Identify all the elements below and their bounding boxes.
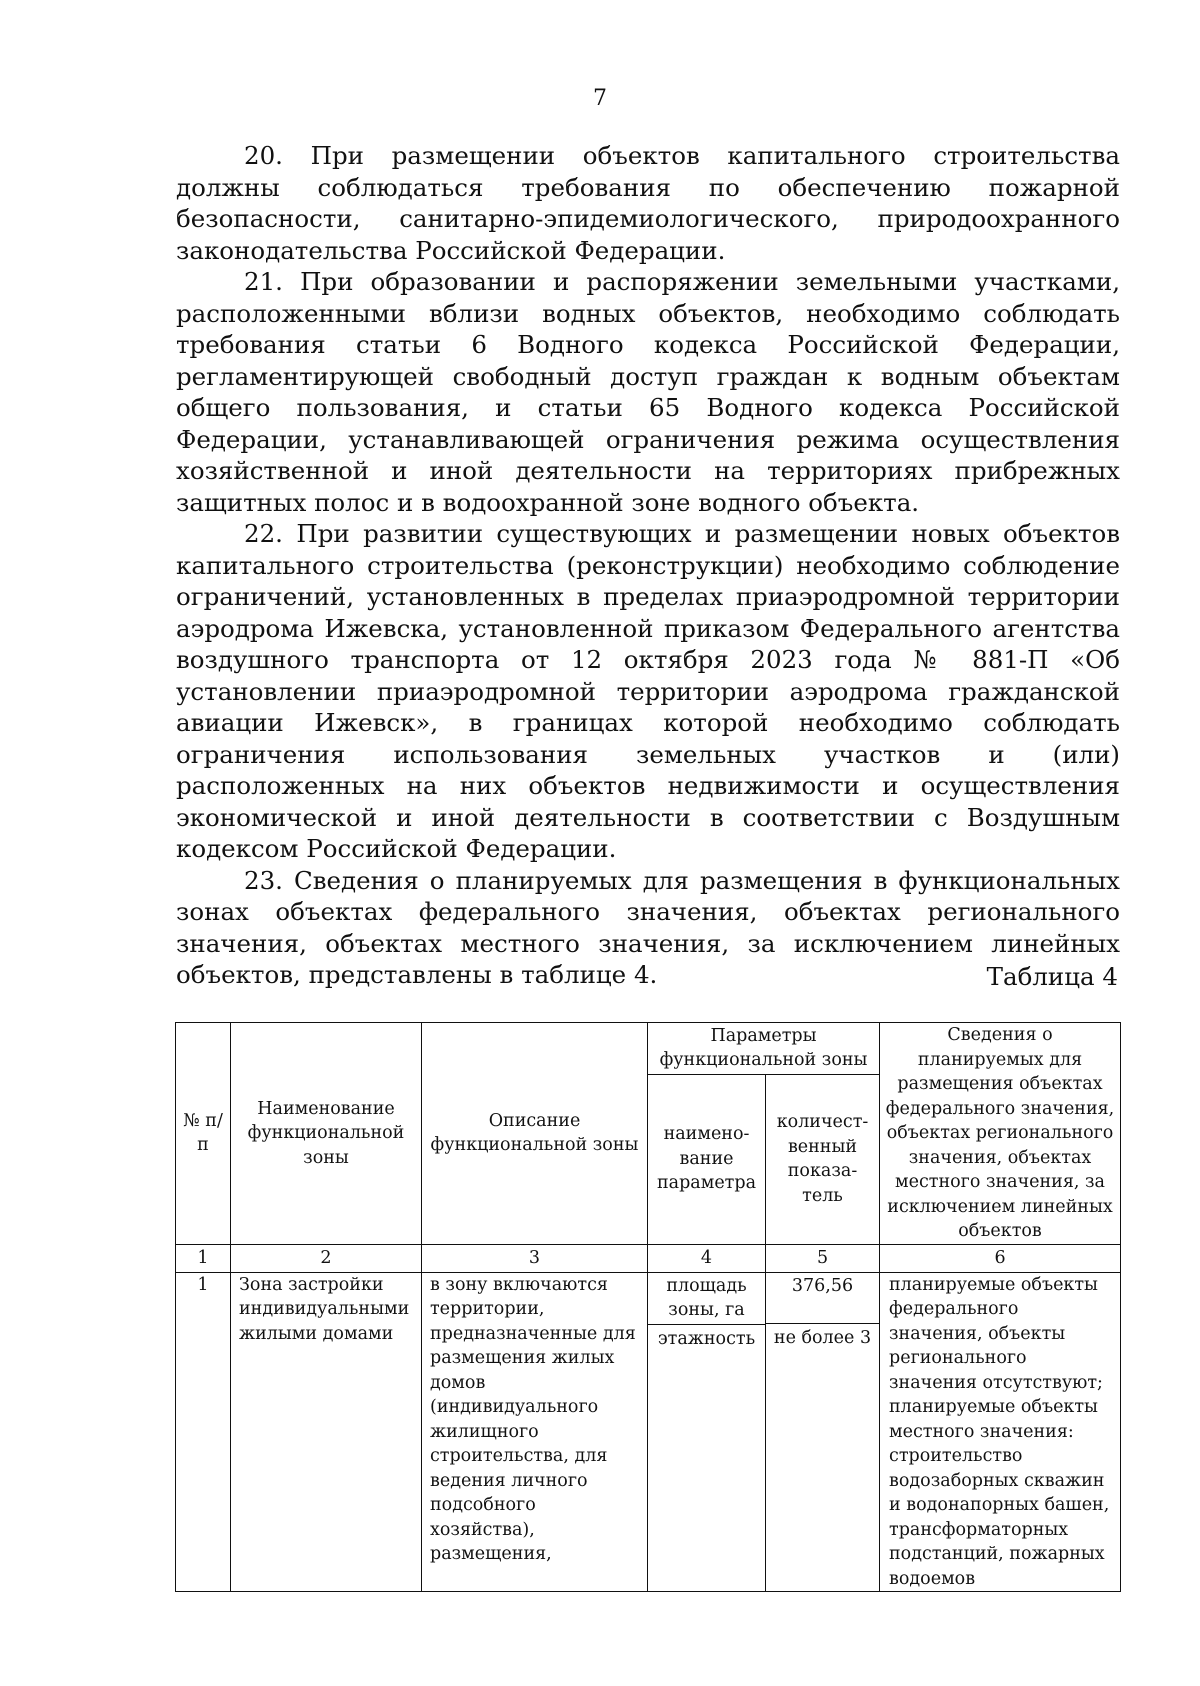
page-number: 7 xyxy=(593,86,607,111)
param-name-floors: этажность xyxy=(657,1328,756,1349)
header-param-value: количест-венный показа-тель xyxy=(766,1074,880,1244)
paragraph-22: 22. При развитии существующих и размещении новых объектов капитального строительства (реконструкции) необходимо соблюдение ограничений, установленных в пределах приаэродромной территории аэродрома Ижевска, установленной приказом Федерального агентства воздушного транспорта от 12 октября 2023 года № 881-П «Об установлении приаэродромной территории аэродрома гражданской авиации Ижевск», в границах которой необходимо соблюдать ограничения использования земельных участков и (или) расположенных на них объектов недвижимости и осуществления экономической и иной деятельности в соответствии с Воздушным кодексом Российской Федерации. xyxy=(176,519,1120,863)
paragraph-20: 20. При размещении объектов капитального строительства должны соблюдаться требования по обеспечению пожарной безопасности, санитарно-эпидемиологического, природоохранного законодательства Российской Федерации. xyxy=(176,141,1120,265)
row-zone-name: Зона застройки индивидуальными жилыми домами xyxy=(231,1272,422,1592)
header-zone-name: Наименование функциональной зоны xyxy=(231,1023,422,1245)
column-number: 3 xyxy=(422,1244,648,1272)
header-zone-description: Описание функциональной зоны xyxy=(422,1023,648,1245)
column-number: 6 xyxy=(880,1244,1121,1272)
paragraph-23: 23. Сведения о планируемых для размещения в функциональных зонах объектах федерального значения, объектах регионального значения, объектах местного значения, за исключением линейных объектов, представлены в таблице 4. xyxy=(176,865,1120,989)
param-value-area: 376,56 xyxy=(766,1273,879,1324)
param-value-floors: не более 3 xyxy=(773,1327,872,1348)
table-row xyxy=(176,1272,1121,1592)
header-params-group: Параметры функциональной зоны xyxy=(648,1023,880,1075)
column-numbers-row xyxy=(176,1244,1121,1272)
column-number: 2 xyxy=(231,1244,422,1272)
header-num: № п/п xyxy=(176,1023,231,1245)
row-description: в зону включаются территории, предназначенные для размещения жилых домов (индивидуального жилищного строительства, для ведения личного подсобного хозяйства), размещения, xyxy=(422,1272,648,1592)
param-name-area: площадь зоны, га xyxy=(648,1273,765,1325)
column-number: 1 xyxy=(176,1244,231,1272)
row-param-names xyxy=(648,1272,766,1592)
header-param-name: наимено-вание параметра xyxy=(648,1074,766,1244)
body-text xyxy=(176,140,1120,991)
row-planned-objects: планируемые объекты федерального значения, объекты регионального значения отсутствуют; планируемые объекты местного значения: строительство водозаборных скважин и водонапорных башен, трансформаторных подстанций, пожарных водоемов xyxy=(880,1272,1121,1592)
paragraph-21: 21. При образовании и распоряжении земельными участками, расположенными вблизи водных объектов, необходимо соблюдать требования статьи 6 Водного кодекса Российской Федерации, регламентирующей свободный доступ граждан к водным объектам общего пользования, и статьи 65 Водного кодекса Российской Федерации, устанавливающей ограничения режима осуществления хозяйственной и иной деятельности на территориях прибрежных защитных полос и в водоохранной зоне водного объекта. xyxy=(176,267,1120,517)
table-4 xyxy=(175,1022,1121,1592)
column-number: 5 xyxy=(766,1244,880,1272)
header-planned-objects: Сведения о планируемых для размещения объектах федерального значения, объектах регионального значения, объектах местного значения, за исключением линейных объектов xyxy=(880,1023,1121,1245)
row-param-values xyxy=(766,1272,880,1592)
column-number: 4 xyxy=(648,1244,766,1272)
table-caption: Таблица 4 xyxy=(986,962,1118,991)
row-num: 1 xyxy=(176,1272,231,1592)
